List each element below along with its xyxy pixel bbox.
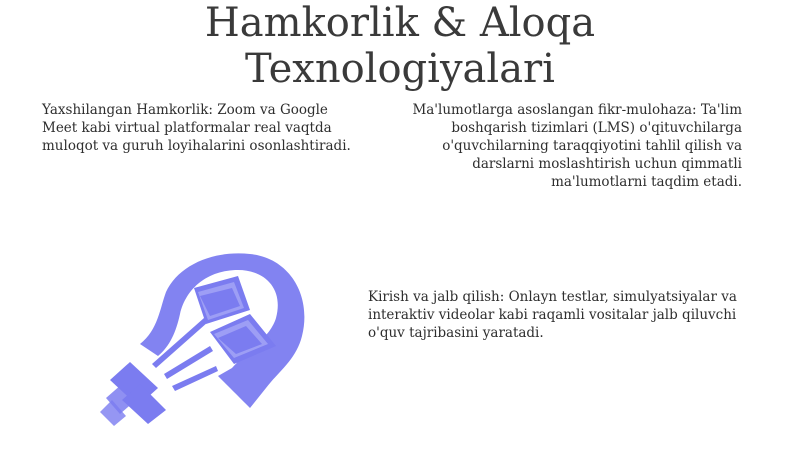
- feedback-text: Ma'lumotlarga asoslangan fikr-mulohaza: Ta'lim boshqarish tizimlari (LMS) o'qituvchilarga o'quvchilarning taraqqiyotini tahlil qilish va darslarni moslashtirish uchun qimmatli ma'lumotlarni taqdim etadi.: [412, 102, 742, 190]
- slide-title: [0, 0, 800, 92]
- slide-title-line-2: Texnologiyalari: [245, 46, 555, 92]
- lightbulb-with-book-icon: [100, 248, 310, 428]
- slide-title-line-1: Hamkorlik & Aloqa: [204, 0, 596, 46]
- collaboration-text: Yaxshilangan Hamkorlik: Zoom va Google Meet kabi virtual platformalar real vaqtda muloqot va guruh loyihalarini osonlashtiradi.: [42, 102, 351, 154]
- engagement-text: Kirish va jalb qilish: Onlayn testlar, simulyatsiyalar va interaktiv videolar kabi raqamli vositalar jalb qiluvchi o'quv tajribasini yaratadi.: [368, 289, 737, 341]
